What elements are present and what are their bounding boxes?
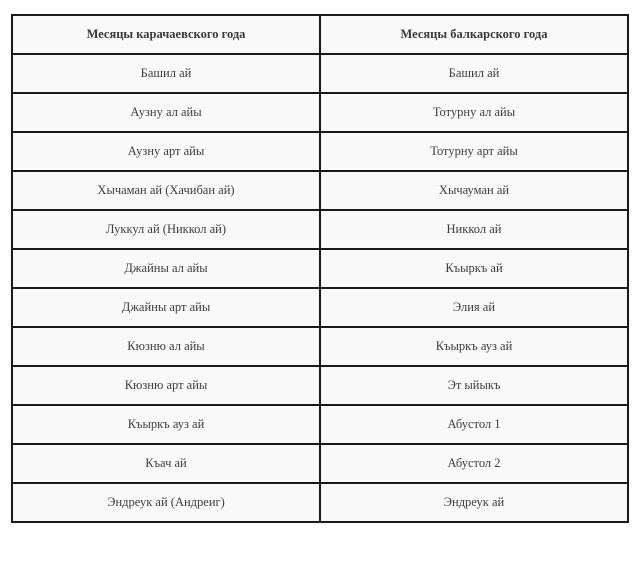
table-row: [12, 405, 628, 444]
karachay-month-cell: Кюзню арт айы: [12, 366, 320, 405]
karachay-month-cell: Кюзню ал айы: [12, 327, 320, 366]
balkar-month-cell: Никкол ай: [320, 210, 628, 249]
karachay-month-cell: Хычаман ай (Хачибан ай): [12, 171, 320, 210]
balkar-month-cell: Башил ай: [320, 54, 628, 93]
table-row: [12, 171, 628, 210]
table-row: [12, 444, 628, 483]
karachay-month-cell: Аузну арт айы: [12, 132, 320, 171]
table-row: [12, 93, 628, 132]
balkar-month-cell: Тотурну арт айы: [320, 132, 628, 171]
balkar-month-cell: Къыркъ ай: [320, 249, 628, 288]
table-header-row: [12, 15, 628, 54]
karachay-month-cell: Луккул ай (Никкол ай): [12, 210, 320, 249]
table-row: [12, 483, 628, 522]
balkar-month-cell: Элия ай: [320, 288, 628, 327]
karachay-month-cell: Аузну ал айы: [12, 93, 320, 132]
balkar-month-cell: Тотурну ал айы: [320, 93, 628, 132]
table-row: [12, 249, 628, 288]
balkar-month-cell: Абустол 1: [320, 405, 628, 444]
karachay-month-cell: Джайны ал айы: [12, 249, 320, 288]
balkar-month-cell: Абустол 2: [320, 444, 628, 483]
months-table: [11, 14, 629, 523]
header-balkar-months: Месяцы балкарского года: [320, 15, 628, 54]
table-row: [12, 132, 628, 171]
balkar-month-cell: Эндреук ай: [320, 483, 628, 522]
table-row: [12, 54, 628, 93]
table-row: [12, 327, 628, 366]
balkar-month-cell: Къыркъ ауз ай: [320, 327, 628, 366]
table-row: [12, 288, 628, 327]
karachay-month-cell: Башил ай: [12, 54, 320, 93]
table-row: [12, 366, 628, 405]
balkar-month-cell: Эт ыйыкъ: [320, 366, 628, 405]
table-row: [12, 210, 628, 249]
karachay-month-cell: Джайны арт айы: [12, 288, 320, 327]
karachay-month-cell: Эндреук ай (Андреиг): [12, 483, 320, 522]
karachay-month-cell: Къач ай: [12, 444, 320, 483]
header-karachay-months: Месяцы карачаевского года: [12, 15, 320, 54]
karachay-month-cell: Къыркъ ауз ай: [12, 405, 320, 444]
balkar-month-cell: Хычауман ай: [320, 171, 628, 210]
